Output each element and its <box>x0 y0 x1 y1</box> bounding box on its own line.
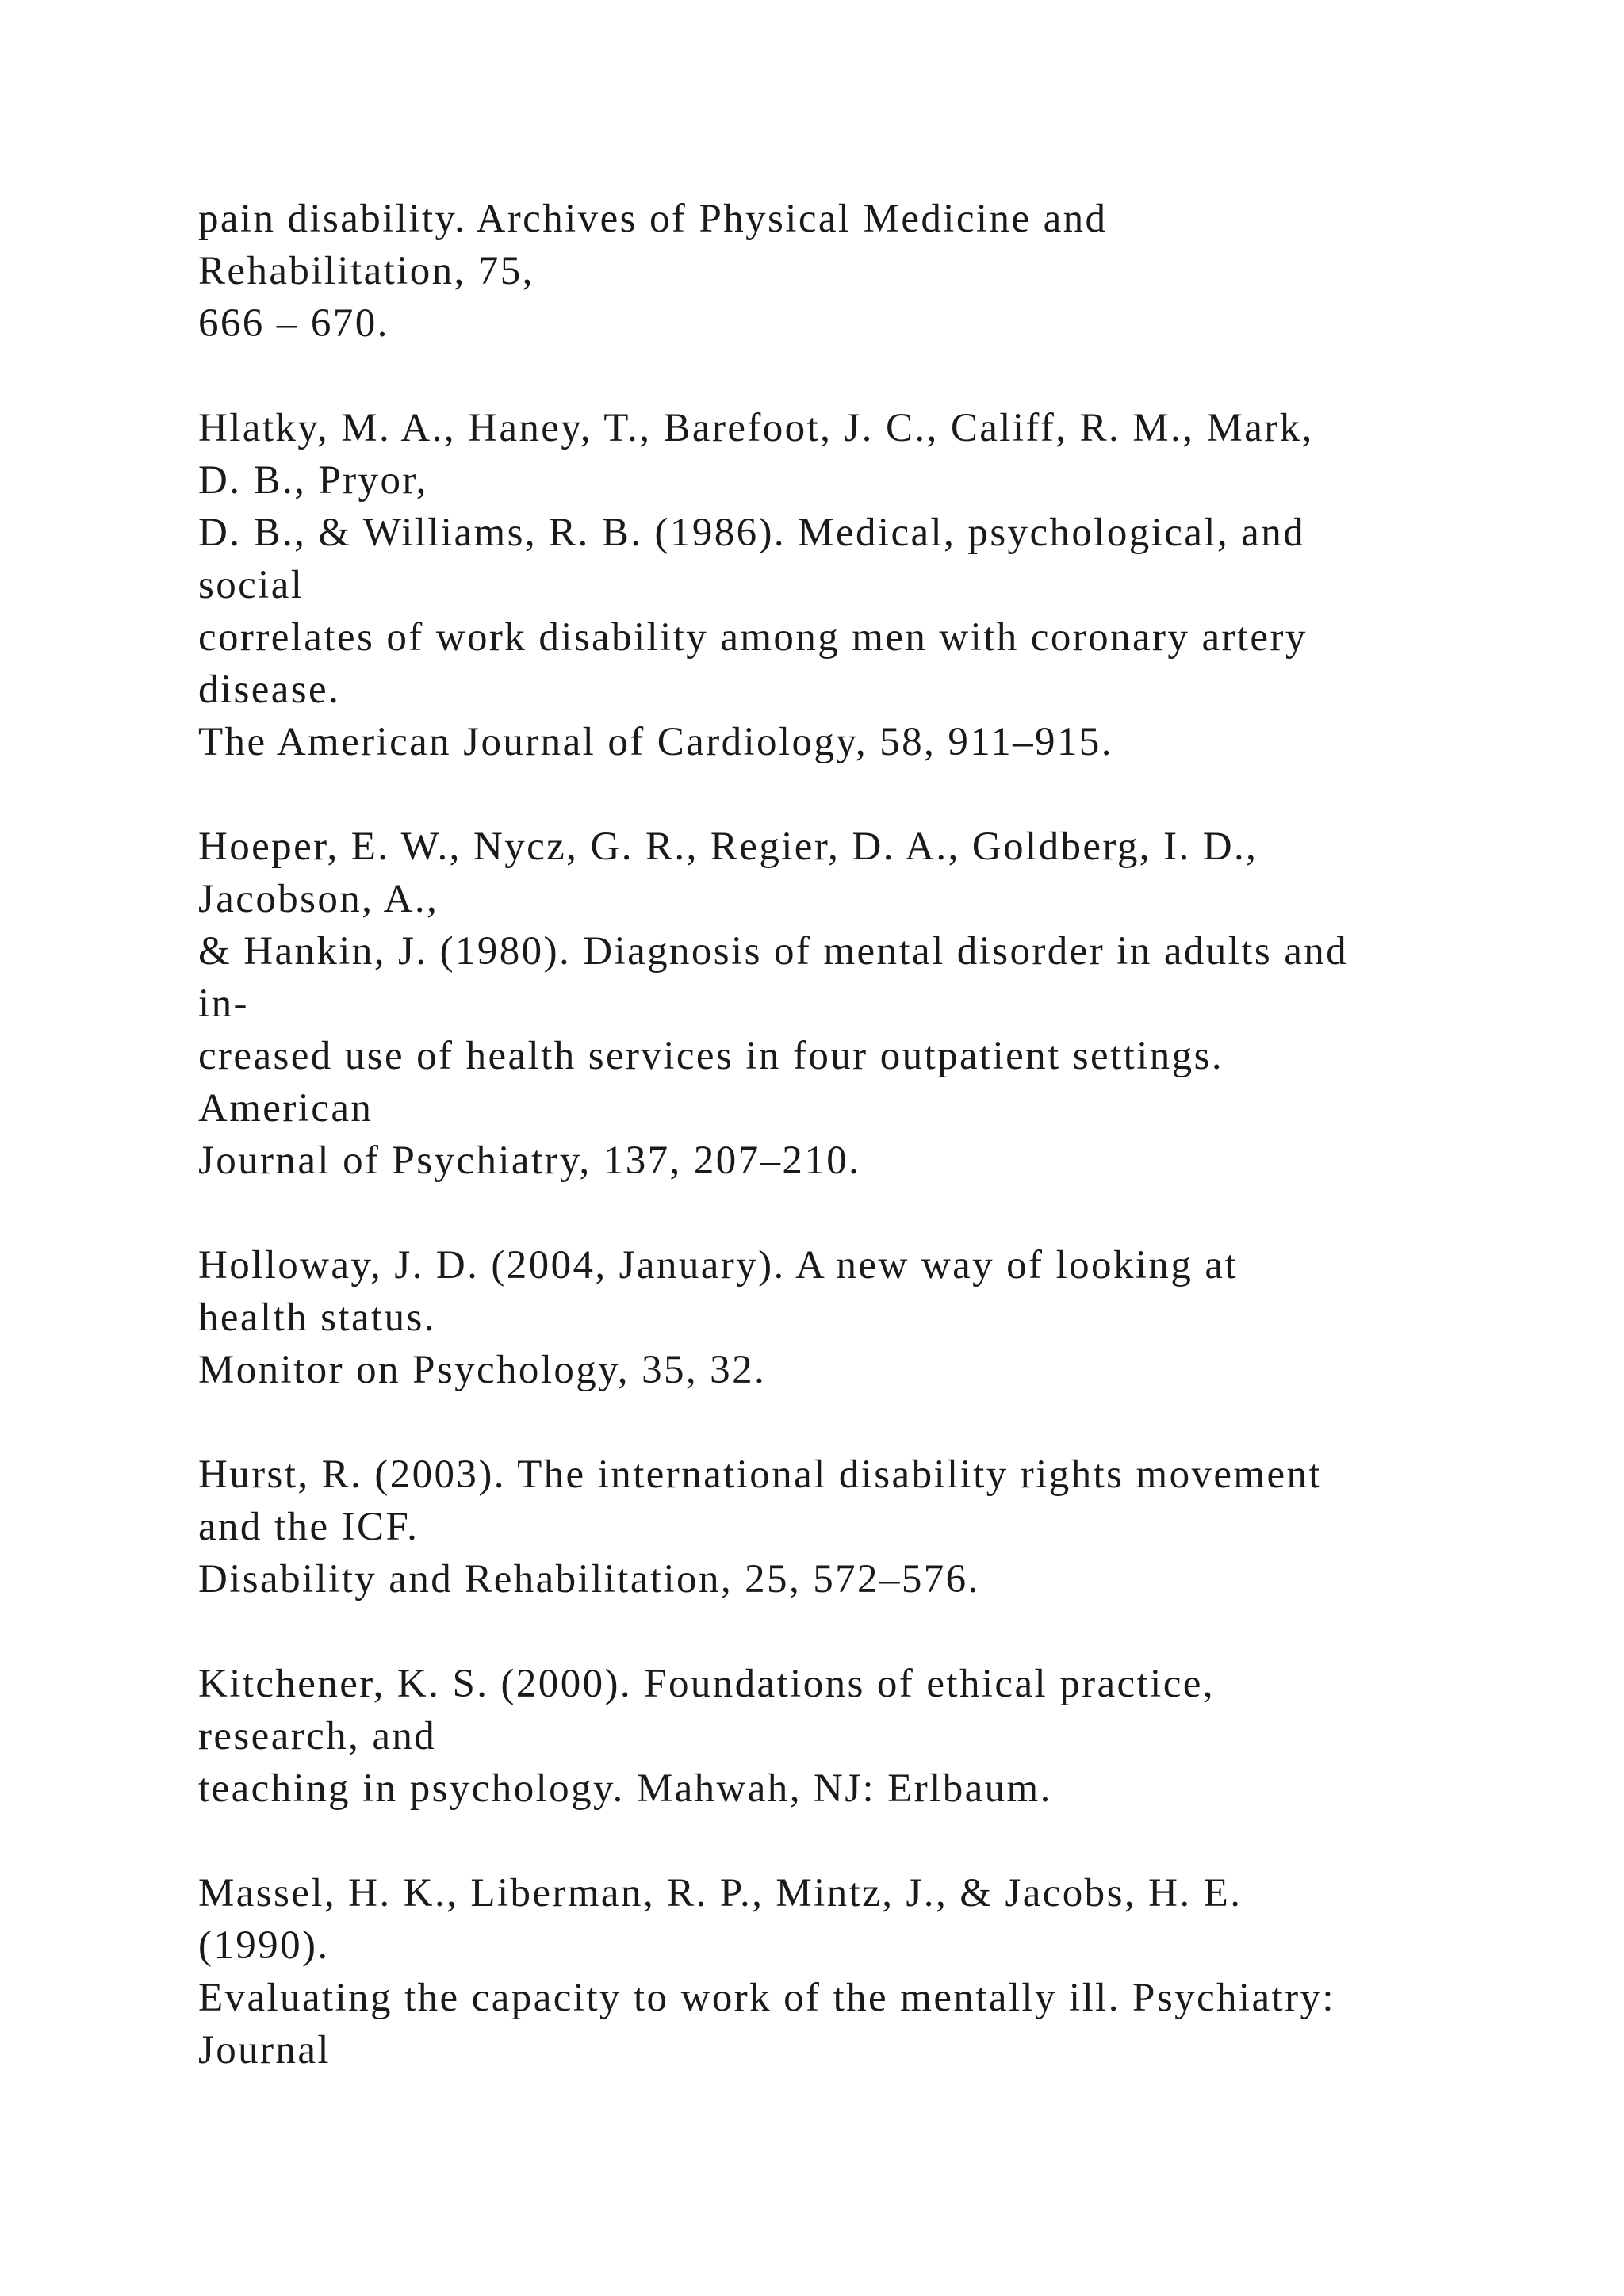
reference-line: Kitchener, K. S. (2000). Foundations of ethical practice, <box>198 1662 1215 1706</box>
reference-line: Holloway, J. D. (2004, January). A new way of looking at <box>198 1243 1238 1288</box>
reference-entry <box>198 1867 1546 2076</box>
reference-line: correlates of work disability among men with coronary artery <box>198 615 1308 660</box>
reference-entry <box>198 193 1546 350</box>
reference-line: disease. <box>198 668 341 712</box>
reference-line: (1990). <box>198 1923 330 1968</box>
reference-line: The American Journal of Cardiology, 58, 911–915. <box>198 720 1113 764</box>
reference-line: Hurst, R. (2003). The international disability rights movement <box>198 1452 1323 1497</box>
reference-line: American <box>198 1086 373 1131</box>
reference-line: Evaluating the capacity to work of the mentally ill. Psychiatry: <box>198 1976 1335 2020</box>
reference-line: pain disability. Archives of Physical Medicine and <box>198 197 1108 241</box>
reference-line: in- <box>198 982 249 1026</box>
reference-entry <box>198 402 1546 768</box>
reference-line: Journal <box>198 2028 331 2072</box>
reference-entry <box>198 1658 1546 1815</box>
reference-line: Jacobson, A., <box>198 877 439 921</box>
reference-line: Monitor on Psychology, 35, 32. <box>198 1348 767 1392</box>
reference-line: and the ICF. <box>198 1505 419 1549</box>
reference-line: Journal of Psychiatry, 137, 207–210. <box>198 1138 861 1183</box>
reference-line: D. B., Pryor, <box>198 458 428 503</box>
reference-line: Disability and Rehabilitation, 25, 572–576. <box>198 1557 980 1601</box>
reference-list <box>198 193 1546 2076</box>
reference-line: health status. <box>198 1295 436 1340</box>
reference-line: Hoeper, E. W., Nycz, G. R., Regier, D. A., Goldberg, I. D., <box>198 825 1258 869</box>
reference-entry <box>198 1448 1546 1605</box>
reference-line: Hlatky, M. A., Haney, T., Barefoot, J. C., Califf, R. M., Mark, <box>198 406 1314 450</box>
reference-entry <box>198 821 1546 1187</box>
reference-line: creased use of health services in four outpatient settings. <box>198 1034 1224 1078</box>
reference-line: social <box>198 563 304 607</box>
reference-line: research, and <box>198 1714 437 1758</box>
reference-line: Massel, H. K., Liberman, R. P., Mintz, J., & Jacobs, H. E. <box>198 1871 1243 1915</box>
reference-line: & Hankin, J. (1980). Diagnosis of mental disorder in adults and <box>198 929 1349 974</box>
reference-line: Rehabilitation, 75, <box>198 249 534 293</box>
reference-line: teaching in psychology. Mahwah, NJ: Erlbaum. <box>198 1766 1052 1811</box>
reference-line: D. B., & Williams, R. B. (1986). Medical, psychological, and <box>198 511 1306 555</box>
reference-entry <box>198 1239 1546 1396</box>
reference-line: 666 – 670. <box>198 301 389 346</box>
